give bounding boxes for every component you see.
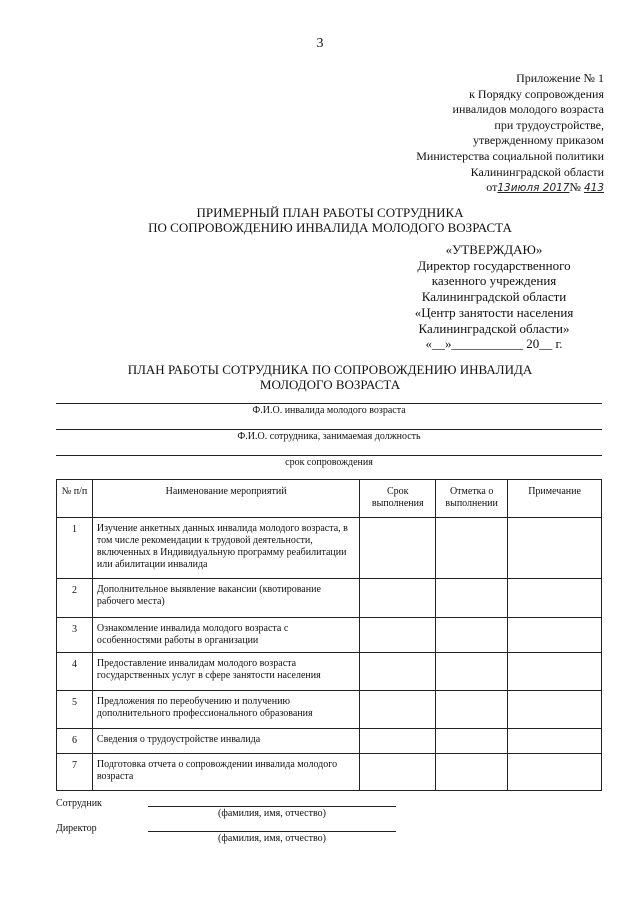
plan-title — [60, 362, 600, 392]
row-number: 3 — [57, 618, 93, 653]
activity-name: Предложения по переобучению и получению дополнительного профессионального образования — [92, 691, 359, 729]
note-cell[interactable] — [508, 618, 602, 653]
table-header-row — [57, 480, 602, 518]
activity-name: Ознакомление инвалида молодого возраста с особенностями работы в организации — [92, 618, 359, 653]
approval-line: «Центр занятости населения — [414, 304, 574, 320]
activity-name: Сведения о трудоустройстве инвалида — [92, 729, 359, 754]
activity-name: Изучение анкетных данных инвалида молодого возраста, в том числе рекомендации к трудовой деятельности, включенных в Индивидуальную программу реабилитации или абилитации инвалида — [92, 518, 359, 579]
header-term: Срок выполнения — [360, 480, 436, 518]
employee-signature-hint: (фамилия, имя, отчество) — [218, 808, 326, 819]
note-cell[interactable] — [508, 754, 602, 791]
term-cell[interactable] — [360, 691, 436, 729]
number-prefix: № — [569, 180, 581, 195]
table-row — [57, 653, 602, 691]
term-cell[interactable] — [360, 754, 436, 791]
director-signature-line[interactable] — [148, 831, 396, 832]
note-cell[interactable] — [508, 579, 602, 618]
header-num: № п/п — [57, 480, 93, 518]
term-cell[interactable] — [360, 618, 436, 653]
page-number: 3 — [316, 36, 324, 51]
note-cell[interactable] — [508, 518, 602, 579]
term-label: срок сопровождения — [285, 457, 373, 468]
term-cell[interactable] — [360, 729, 436, 754]
employee-signature-line[interactable] — [148, 806, 396, 807]
approval-date-line: «__»___________ 20__ г. — [425, 336, 563, 352]
handwritten-date: 13июля 2017 — [497, 182, 570, 195]
approval-line: казенного учреждения — [431, 273, 557, 289]
appendix-line: Приложение № 1 — [516, 71, 604, 85]
appendix-line: утвержденному приказом — [473, 133, 604, 148]
row-number: 5 — [57, 691, 93, 729]
plan-title-line: ПЛАН РАБОТЫ СОТРУДНИКА ПО СОПРОВОЖДЕНИЮ ИНВАЛИДА — [127, 362, 533, 377]
table-row — [57, 518, 602, 579]
main-title-line: ПО СОПРОВОЖДЕНИЮ ИНВАЛИДА МОЛОДОГО ВОЗРАСТА — [148, 220, 512, 235]
mark-cell[interactable] — [436, 618, 508, 653]
approval-line: «УТВЕРЖДАЮ» — [445, 242, 543, 257]
appendix-line: Министерства социальной политики — [416, 148, 604, 163]
plan-table — [56, 479, 602, 791]
mark-cell[interactable] — [436, 653, 508, 691]
activity-name: Дополнительное выявление вакансии (квотирование рабочего места) — [92, 579, 359, 618]
appendix-line: инвалидов молодого возраста — [452, 102, 604, 117]
term-line[interactable] — [56, 455, 602, 456]
date-prefix: от — [486, 180, 498, 195]
mark-cell[interactable] — [436, 754, 508, 791]
handwritten-order-number: 413 — [583, 182, 604, 195]
header-note: Примечание — [508, 480, 602, 518]
term-cell[interactable] — [360, 579, 436, 618]
appendix-line: к Порядку сопровождения — [469, 86, 604, 101]
note-cell[interactable] — [508, 691, 602, 729]
appendix-date-line — [344, 180, 604, 197]
main-title — [60, 205, 600, 235]
main-title-line: ПРИМЕРНЫЙ ПЛАН РАБОТЫ СОТРУДНИКА — [196, 205, 464, 220]
activity-name: Предоставление инвалидам молодого возраста государственных услуг в сфере занятости населения — [92, 653, 359, 691]
approval-block — [374, 242, 614, 352]
approval-line: Калининградской области» — [418, 320, 570, 336]
employee-fio-line[interactable] — [56, 429, 602, 430]
table-row — [57, 618, 602, 653]
appendix-block — [344, 71, 604, 197]
row-number: 2 — [57, 579, 93, 618]
approval-line: Директор государственного — [417, 257, 571, 273]
activity-name: Подготовка отчета о сопровождении инвалида молодого возраста — [92, 754, 359, 791]
table-row — [57, 729, 602, 754]
header-name: Наименование мероприятий — [92, 480, 359, 518]
plan-title-line: МОЛОДОГО ВОЗРАСТА — [259, 377, 401, 392]
employee-signature-label: Сотрудник — [56, 798, 102, 809]
director-signature-label: Директор — [56, 823, 97, 834]
note-cell[interactable] — [508, 729, 602, 754]
row-number: 6 — [57, 729, 93, 754]
table-row — [57, 754, 602, 791]
approval-line: Калининградской области — [421, 289, 567, 305]
row-number: 4 — [57, 653, 93, 691]
employee-fio-label: Ф.И.О. сотрудника, занимаемая должность — [237, 431, 421, 442]
director-signature-hint: (фамилия, имя, отчество) — [218, 833, 326, 844]
term-cell[interactable] — [360, 653, 436, 691]
mark-cell[interactable] — [436, 691, 508, 729]
header-mark: Отметка о выполнении — [436, 480, 508, 518]
mark-cell[interactable] — [436, 579, 508, 618]
mark-cell[interactable] — [436, 518, 508, 579]
table-row — [57, 579, 602, 618]
note-cell[interactable] — [508, 653, 602, 691]
invalid-fio-label: Ф.И.О. инвалида молодого возраста — [252, 405, 406, 416]
term-cell[interactable] — [360, 518, 436, 579]
table-row — [57, 691, 602, 729]
row-number: 1 — [57, 518, 93, 579]
invalid-fio-line[interactable] — [56, 403, 602, 404]
row-number: 7 — [57, 754, 93, 791]
appendix-line: Калининградской области — [470, 164, 604, 179]
mark-cell[interactable] — [436, 729, 508, 754]
appendix-line: при трудоустройстве, — [494, 117, 604, 132]
